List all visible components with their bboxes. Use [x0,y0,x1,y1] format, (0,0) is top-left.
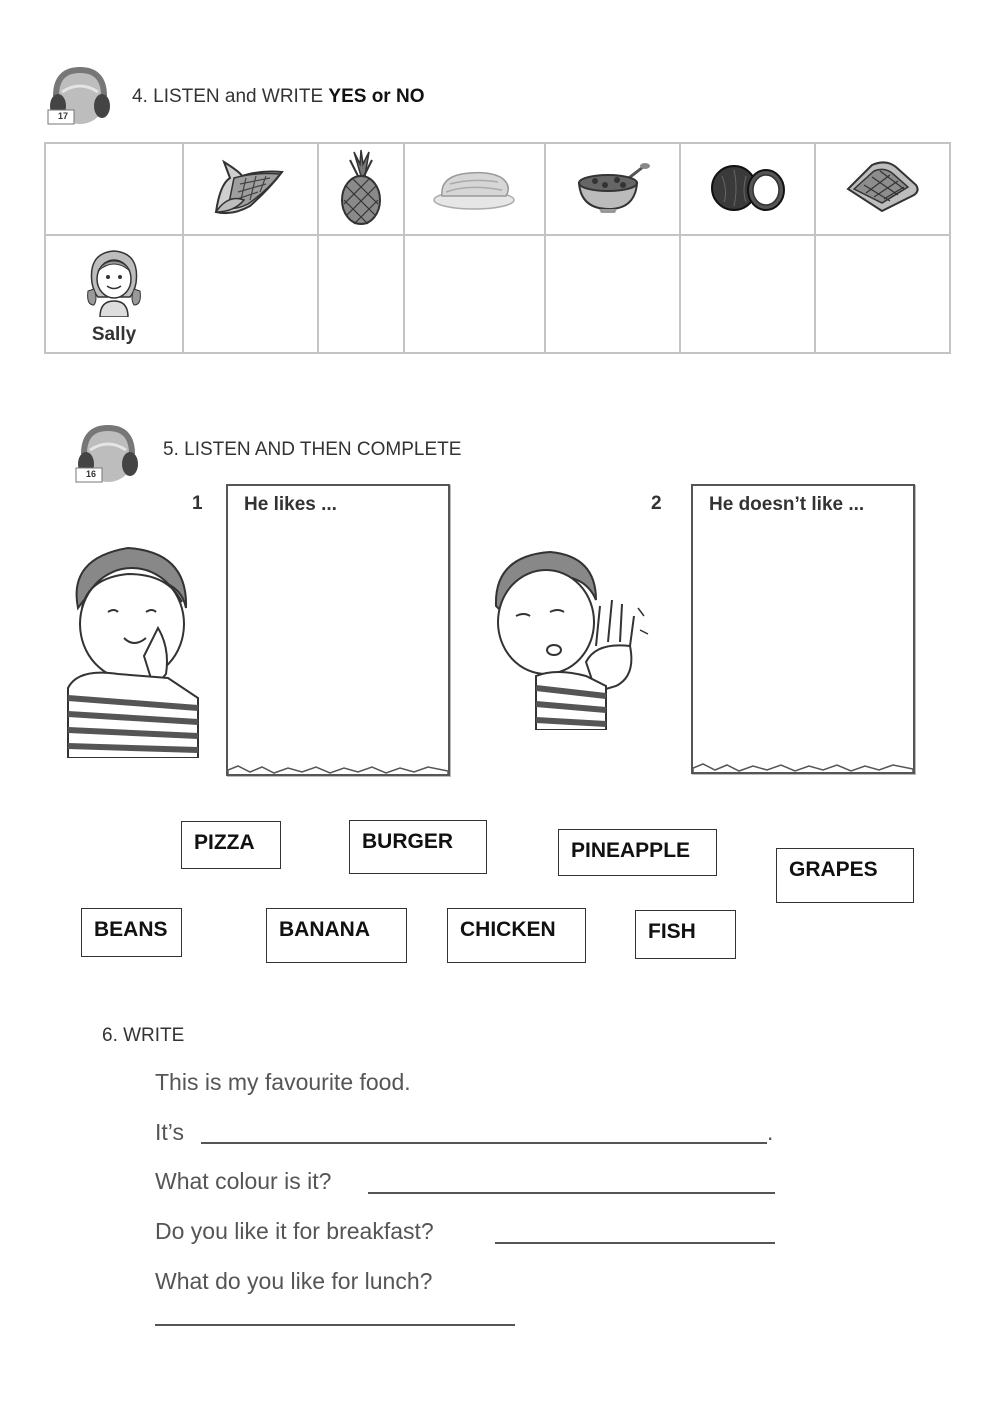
word-box-chicken[interactable]: CHICKEN [447,908,586,963]
track-number: 16 [86,469,97,479]
word-box-grapes[interactable]: GRAPES [776,848,914,903]
corn-icon [210,154,290,220]
happy-boy-illustration [58,538,208,758]
pineapple-icon [336,148,386,226]
headphones-icon-17 [44,62,116,134]
write-line-2-suffix: . [767,1119,774,1145]
word-box-banana[interactable]: BANANA [266,908,407,963]
toast-cell [815,143,950,235]
headphones-icon-16 [72,420,144,492]
section5-heading: 5. LISTEN AND THEN COMPLETE [163,439,462,460]
answer-cell-pancakes[interactable] [404,235,546,353]
yes-no-table [44,142,951,354]
word-box-pineapple[interactable]: PINEAPPLE [558,829,717,876]
write-line-2-prefix: It’s [155,1119,184,1145]
write-line-5: What do you like for lunch? [155,1268,433,1294]
toast-icon [842,159,922,215]
food-row [45,143,950,235]
answer-cell-cereal[interactable] [545,235,680,353]
card1-number: 1 [192,493,203,514]
pancakes-icon [432,162,516,212]
answer-cell-toast[interactable] [815,235,950,353]
answer-cell-coconut[interactable] [680,235,815,353]
likes-card-title: He likes ... [244,494,337,515]
write-line-3: What colour is it? [155,1168,332,1194]
sally-cell [45,235,183,353]
write-line-4: Do you like it for breakfast? [155,1218,434,1244]
word-box-beans[interactable]: BEANS [81,908,182,957]
coconut-icon [708,162,788,212]
answer-line-colour[interactable] [368,1192,775,1194]
card2-number: 2 [651,493,662,514]
empty-corner-cell [45,143,183,235]
dislikes-card[interactable] [691,484,915,774]
dislikes-card-title: He doesn’t like ... [709,494,865,515]
cereal-icon [573,161,653,213]
girl-icon [82,243,146,317]
word-box-pizza[interactable]: PIZZA [181,821,281,869]
answer-cell-pineapple[interactable] [318,235,404,353]
answer-line-its[interactable] [201,1142,767,1144]
likes-card[interactable] [226,484,450,776]
disliking-boy-illustration [476,546,656,730]
section4-heading: 4. LISTEN and WRITE YES or NO [132,86,425,107]
word-box-burger[interactable]: BURGER [349,820,487,874]
answer-line-lunch[interactable] [155,1324,515,1326]
sally-label: Sally [91,323,137,345]
cereal-cell [545,143,680,235]
answer-cell-corn[interactable] [183,235,318,353]
coconut-cell [680,143,815,235]
answer-line-breakfast[interactable] [495,1242,775,1244]
pancakes-cell [404,143,546,235]
torn-edge [228,764,448,776]
write-line-1: This is my favourite food. [155,1069,411,1095]
word-box-fish[interactable]: FISH [635,910,736,959]
torn-edge [693,762,913,774]
corn-cell [183,143,318,235]
sally-row [45,235,950,353]
pineapple-cell [318,143,404,235]
section6-heading: 6. WRITE [102,1025,185,1046]
track-number: 17 [58,111,69,121]
